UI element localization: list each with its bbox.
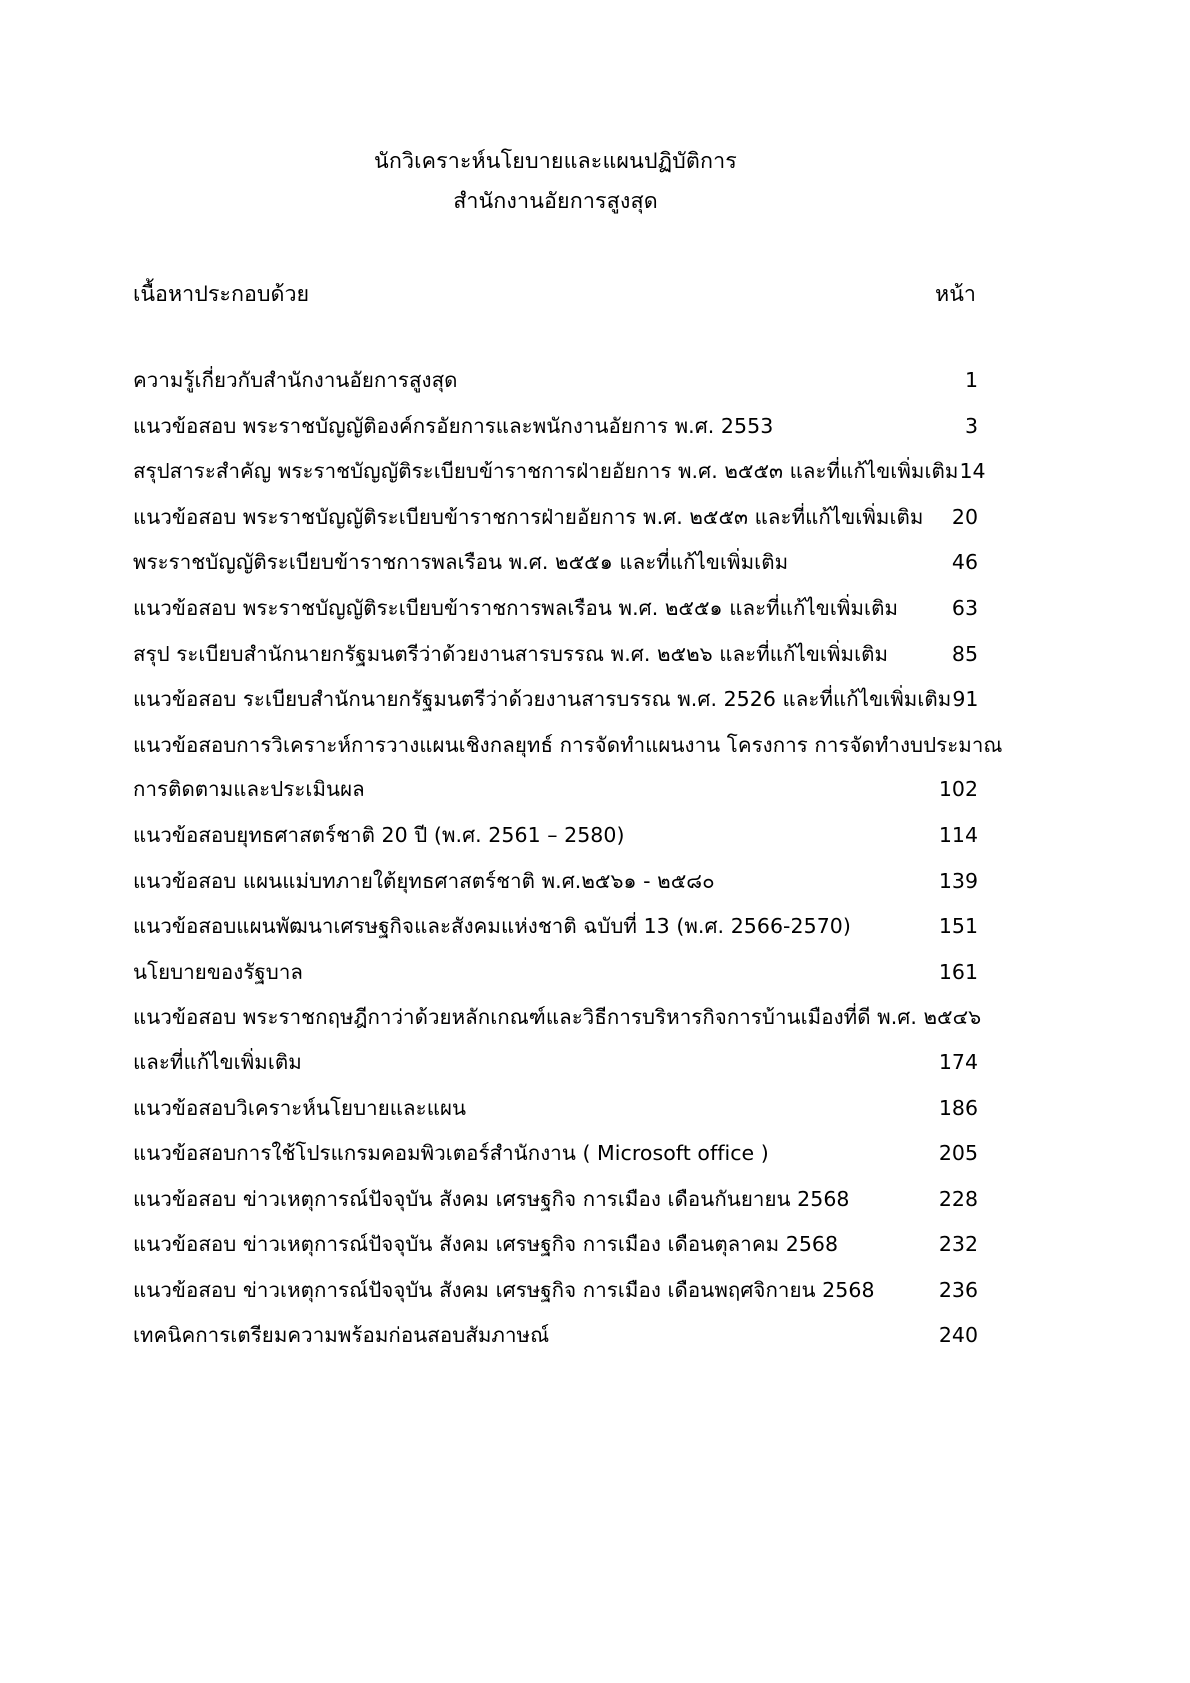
toc-dot-leader: [898, 594, 951, 615]
toc-entry[interactable]: [133, 495, 978, 540]
toc-entry[interactable]: [133, 1222, 978, 1267]
toc-entry-page-number: 85: [951, 641, 978, 666]
toc-entry-row[interactable]: [133, 1177, 978, 1222]
toc-entry-row[interactable]: [133, 449, 986, 494]
toc-dot-leader: [923, 503, 950, 524]
toc-entry-page-number: 151: [938, 914, 978, 939]
toc-entry-row[interactable]: [133, 1086, 978, 1131]
toc-entry[interactable]: [133, 1131, 978, 1176]
toc-entry-label: แนวข้อสอบ ข่าวเหตุการณ์ปัจจุบัน สังคม เศรษฐกิจ การเมือง เดือนกันยายน 2568: [133, 1186, 850, 1211]
toc-entry-page-number: 236: [938, 1277, 978, 1302]
toc-entry[interactable]: [133, 632, 978, 677]
toc-entry-label: เทคนิคการเตรียมความพร้อมก่อนสอบสัมภาษณ์: [133, 1323, 550, 1348]
toc-entry-label: แนวข้อสอบแผนพัฒนาเศรษฐกิจและสังคมแห่งชาติ ฉบับที่ 13 (พ.ศ. 2566-2570): [133, 914, 851, 939]
toc-entry-page-number: 46: [951, 550, 978, 575]
toc-entry-row[interactable]: [133, 586, 978, 631]
toc-entry-label: พระราชบัญญัติระเบียบข้าราชการพลเรือน พ.ศ. ๒๕๕๑ และที่แก้ไขเพิ่มเติม: [133, 550, 789, 575]
toc-entry-page-number: 139: [938, 868, 978, 893]
toc-entry-row[interactable]: [133, 904, 978, 949]
toc-entry[interactable]: [133, 995, 982, 1084]
toc-entry[interactable]: [133, 1268, 978, 1313]
toc-dot-leader: [303, 958, 938, 979]
toc-entry-label: แนวข้อสอบยุทธศาสตร์ชาติ 20 ปี (พ.ศ. 2561 – 2580): [133, 822, 625, 847]
toc-entry-row[interactable]: [133, 1131, 978, 1176]
toc-column-headings: [133, 277, 978, 311]
toc-entry-row[interactable]: [133, 404, 978, 449]
toc-dot-leader: [715, 867, 938, 888]
toc-entry-page-number: 14: [959, 459, 986, 484]
toc-dot-leader: [850, 1185, 938, 1206]
table-of-contents: [133, 358, 1003, 1358]
toc-entry-row[interactable]: [133, 950, 978, 995]
toc-entry-label: แนวข้อสอบ แผนแม่บทภายใต้ยุทธศาสตร์ชาติ พ.ศ.๒๕๖๑ - ๒๕๘๐: [133, 868, 715, 893]
toc-entry-label: ความรู้เกี่ยวกับสำนักงานอัยการสูงสุด: [133, 368, 458, 392]
toc-entry-label: สรุป ระเบียบสำนักนายกรัฐมนตรีว่าด้วยงานสารบรรณ พ.ศ. ๒๕๒๖ และที่แก้ไขเพิ่มเติม: [133, 641, 889, 666]
toc-heading-contents: เนื้อหาประกอบด้วย: [133, 282, 310, 307]
toc-entry-page-number: 1: [964, 368, 978, 392]
toc-entry[interactable]: [133, 723, 1003, 812]
toc-entry[interactable]: [133, 358, 978, 403]
toc-entry-row[interactable]: [133, 677, 978, 722]
toc-entry-row[interactable]: [133, 813, 978, 858]
toc-entry-label: และที่แก้ไขเพิ่มเติม: [133, 1049, 302, 1074]
toc-entry-label: นโยบายของรัฐบาล: [133, 959, 304, 984]
toc-entry-label: แนวข้อสอบ ระเบียบสำนักนายกรัฐมนตรีว่าด้วยงานสารบรรณ พ.ศ. 2526 และที่แก้ไขเพิ่มเติม: [133, 687, 952, 712]
toc-entry-row[interactable]: [133, 540, 978, 585]
toc-dot-leader: [302, 1048, 938, 1069]
toc-entry-page-number: 91: [952, 687, 979, 712]
toc-dot-leader: [773, 412, 964, 433]
toc-entry-page-number: 205: [938, 1141, 978, 1166]
toc-entry-page-number: 232: [938, 1232, 978, 1257]
toc-dot-leader: [851, 913, 938, 934]
toc-dot-leader: [549, 1322, 938, 1343]
toc-entry-label: แนวข้อสอบวิเคราะห์นโยบายและแผน: [133, 1095, 467, 1120]
toc-dot-leader: [625, 821, 938, 842]
toc-entry-label: แนวข้อสอบ ข่าวเหตุการณ์ปัจจุบัน สังคม เศรษฐกิจ การเมือง เดือนตุลาคม 2568: [133, 1232, 839, 1257]
toc-entry-label: แนวข้อสอบการใช้โปรแกรมคอมพิวเตอร์สำนักงาน ( Microsoft office ): [133, 1141, 769, 1166]
toc-entry-row[interactable]: [133, 1268, 978, 1313]
toc-dot-leader: [875, 1276, 938, 1297]
toc-entry-page-number: 20: [951, 504, 978, 529]
toc-entry-row[interactable]: [133, 1040, 978, 1085]
toc-entry-label: แนวข้อสอบ ข่าวเหตุการณ์ปัจจุบัน สังคม เศรษฐกิจ การเมือง เดือนพฤศจิกายน 2568: [133, 1277, 875, 1302]
page-content: [133, 0, 1003, 1359]
toc-entry-wrapped-line: [133, 995, 982, 1040]
toc-entry[interactable]: [133, 904, 978, 949]
toc-dot-leader: [888, 640, 951, 661]
toc-entry-page-number: 186: [938, 1095, 978, 1120]
toc-entry[interactable]: [133, 1086, 978, 1131]
toc-dot-leader: [769, 1140, 938, 1161]
toc-entry-row[interactable]: [133, 859, 978, 904]
toc-entry[interactable]: [133, 813, 978, 858]
toc-entry-row[interactable]: [133, 767, 978, 812]
toc-entry-label: การติดตามและประเมินผล: [133, 777, 365, 802]
toc-entry-row[interactable]: [133, 495, 978, 540]
toc-entry-page-number: 240: [938, 1323, 978, 1348]
toc-heading-page: หน้า: [935, 282, 976, 307]
toc-dot-leader: [788, 549, 951, 570]
toc-entry-page-number: 63: [951, 595, 978, 620]
document-title-line-1: นักวิเคราะห์นโยบายและแผนปฏิบัติการ: [374, 149, 737, 174]
toc-entry-label: สรุปสาระสำคัญ พระราชบัญญัติระเบียบข้าราชการฝ่ายอัยการ พ.ศ. ๒๕๕๓ และที่แก้ไขเพิ่มเติม: [133, 459, 959, 484]
toc-entry-row[interactable]: [133, 1222, 978, 1267]
toc-entry[interactable]: [133, 1177, 978, 1222]
toc-entry[interactable]: [133, 677, 978, 722]
toc-entry-row[interactable]: [133, 632, 978, 677]
toc-entry-page-number: 114: [938, 822, 978, 847]
toc-entry[interactable]: [133, 449, 986, 494]
toc-entry[interactable]: [133, 950, 978, 995]
toc-dot-leader: [838, 1231, 938, 1252]
toc-entry[interactable]: [133, 859, 978, 904]
toc-entry-page-number: 228: [938, 1186, 978, 1211]
toc-entry[interactable]: [133, 540, 978, 585]
toc-dot-leader: [458, 367, 964, 388]
toc-entry[interactable]: [133, 586, 978, 631]
toc-entry-wrapped-line: [133, 723, 1003, 768]
toc-entry-label: แนวข้อสอบการวิเคราะห์การวางแผนเชิงกลยุทธ์ การจัดทำแผนงาน โครงการ การจัดทำงบประมาณ: [133, 732, 1003, 757]
toc-entry[interactable]: [133, 1313, 978, 1358]
toc-entry-page-number: 102: [938, 777, 978, 802]
toc-dot-leader: [466, 1094, 938, 1115]
toc-entry-label: แนวข้อสอบ พระราชบัญญัติระเบียบข้าราชการฝ่ายอัยการ พ.ศ. ๒๕๕๓ และที่แก้ไขเพิ่มเติม: [133, 504, 924, 529]
toc-entry[interactable]: [133, 404, 978, 449]
toc-entry-row[interactable]: [133, 358, 978, 403]
document-title-line-2: สำนักงานอัยการสูงสุด: [453, 189, 658, 214]
toc-entry-label: แนวข้อสอบ พระราชกฤษฎีกาว่าด้วยหลักเกณฑ์และวิธีการบริหารกิจการบ้านเมืองที่ดี พ.ศ. ๒๕๔๖: [133, 1005, 982, 1030]
toc-dot-leader: [365, 776, 938, 797]
toc-entry-page-number: 3: [964, 413, 978, 438]
toc-entry-page-number: 161: [938, 959, 978, 984]
toc-entry-row[interactable]: [133, 1313, 978, 1358]
toc-entry-label: แนวข้อสอบ พระราชบัญญัติองค์กรอัยการและพนักงานอัยการ พ.ศ. 2553: [133, 413, 774, 438]
document-title-block: [133, 0, 978, 222]
toc-entry-label: แนวข้อสอบ พระราชบัญญัติระเบียบข้าราชการพลเรือน พ.ศ. ๒๕๕๑ และที่แก้ไขเพิ่มเติม: [133, 595, 899, 620]
toc-entry-page-number: 174: [938, 1049, 978, 1074]
